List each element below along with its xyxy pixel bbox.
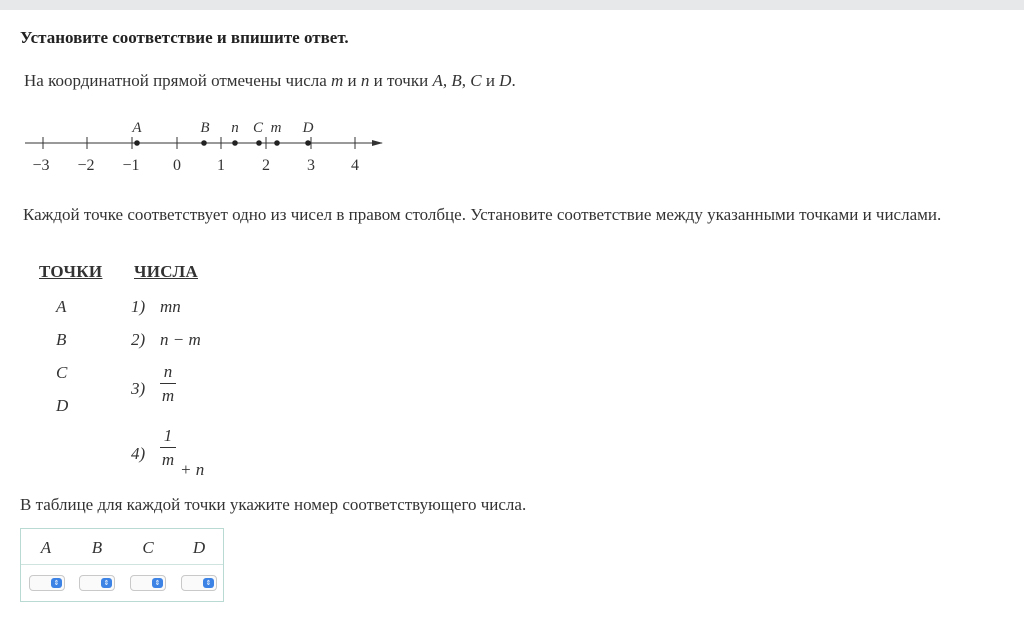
answer-table-divider — [21, 564, 223, 565]
point-b-dot — [201, 140, 207, 146]
point-label-m: m — [270, 120, 282, 136]
point-d-label: D — [56, 396, 69, 415]
answer-instruction: В таблице для каждой точки укажите номер соответствующего числа. — [20, 495, 527, 514]
point-label-d: D — [302, 120, 314, 136]
option-3-fraction — [160, 361, 176, 406]
fraction-numerator: 1 — [163, 426, 173, 445]
option-4-fraction — [160, 425, 176, 470]
point-label-b: B — [200, 120, 210, 136]
intro-text: На координатной прямой отмечены числа m и n и точки A, B, C и D. — [24, 71, 516, 90]
option-4-plus-n: + n — [180, 460, 205, 479]
point-label-c: C — [252, 120, 264, 136]
answer-col-b: B — [91, 538, 103, 557]
task-paragraph: Каждой точке соответствует одно из чисел в правом столбце. Установите соответствие между указанными точками и числами. — [23, 205, 942, 224]
option-1-expression: mn — [160, 297, 181, 316]
top-bar — [0, 0, 1024, 10]
tick-label: −2 — [77, 157, 95, 174]
select-chevron-icon: ⇕ — [203, 578, 214, 588]
point-label-n: n — [231, 120, 239, 136]
tick-label: −1 — [122, 157, 140, 174]
point-b-label: B — [56, 330, 67, 349]
answer-select-a[interactable] — [29, 575, 65, 591]
tick-label: −3 — [32, 157, 50, 174]
fraction-numerator: n — [163, 362, 173, 381]
number-line-arrow — [372, 140, 383, 146]
answer-select-c[interactable] — [130, 575, 166, 591]
answer-col-a: A — [40, 538, 52, 557]
point-d-dot — [305, 140, 311, 146]
numbers-header: ЧИСЛА — [134, 262, 198, 281]
select-chevron-icon: ⇕ — [101, 578, 112, 588]
answer-table — [20, 528, 224, 602]
number-line — [20, 110, 390, 180]
point-m-dot — [274, 140, 280, 146]
fraction-denominator: m — [161, 386, 175, 405]
answer-col-c: C — [142, 538, 154, 557]
select-chevron-icon: ⇕ — [152, 578, 163, 588]
point-label-a: A — [132, 120, 142, 136]
points-header: ТОЧКИ — [39, 262, 103, 281]
point-c-label: C — [56, 363, 68, 382]
task-instruction: Установите соответствие и впишите ответ. — [20, 28, 349, 47]
tick-label: 1 — [217, 157, 225, 174]
answer-select-b[interactable] — [79, 575, 115, 591]
answer-col-d: D — [192, 538, 206, 557]
tick-label: 0 — [173, 157, 181, 174]
option-2-number: 2) — [131, 330, 146, 349]
tick-label: 3 — [307, 157, 315, 174]
option-2-expression: n − m — [160, 330, 201, 349]
fraction-denominator: m — [161, 450, 175, 469]
option-4-number: 4) — [131, 444, 146, 463]
answer-table-header — [21, 529, 223, 563]
answer-select-d[interactable] — [181, 575, 217, 591]
select-chevron-icon: ⇕ — [51, 578, 62, 588]
point-c-dot — [256, 140, 262, 146]
point-a-dot — [134, 140, 140, 146]
option-1-number: 1) — [131, 297, 146, 316]
tick-label: 2 — [262, 157, 270, 174]
option-3-number: 3) — [131, 379, 146, 398]
tick-label: 4 — [351, 157, 359, 174]
point-a-label: A — [56, 297, 67, 316]
point-n-dot — [232, 140, 238, 146]
